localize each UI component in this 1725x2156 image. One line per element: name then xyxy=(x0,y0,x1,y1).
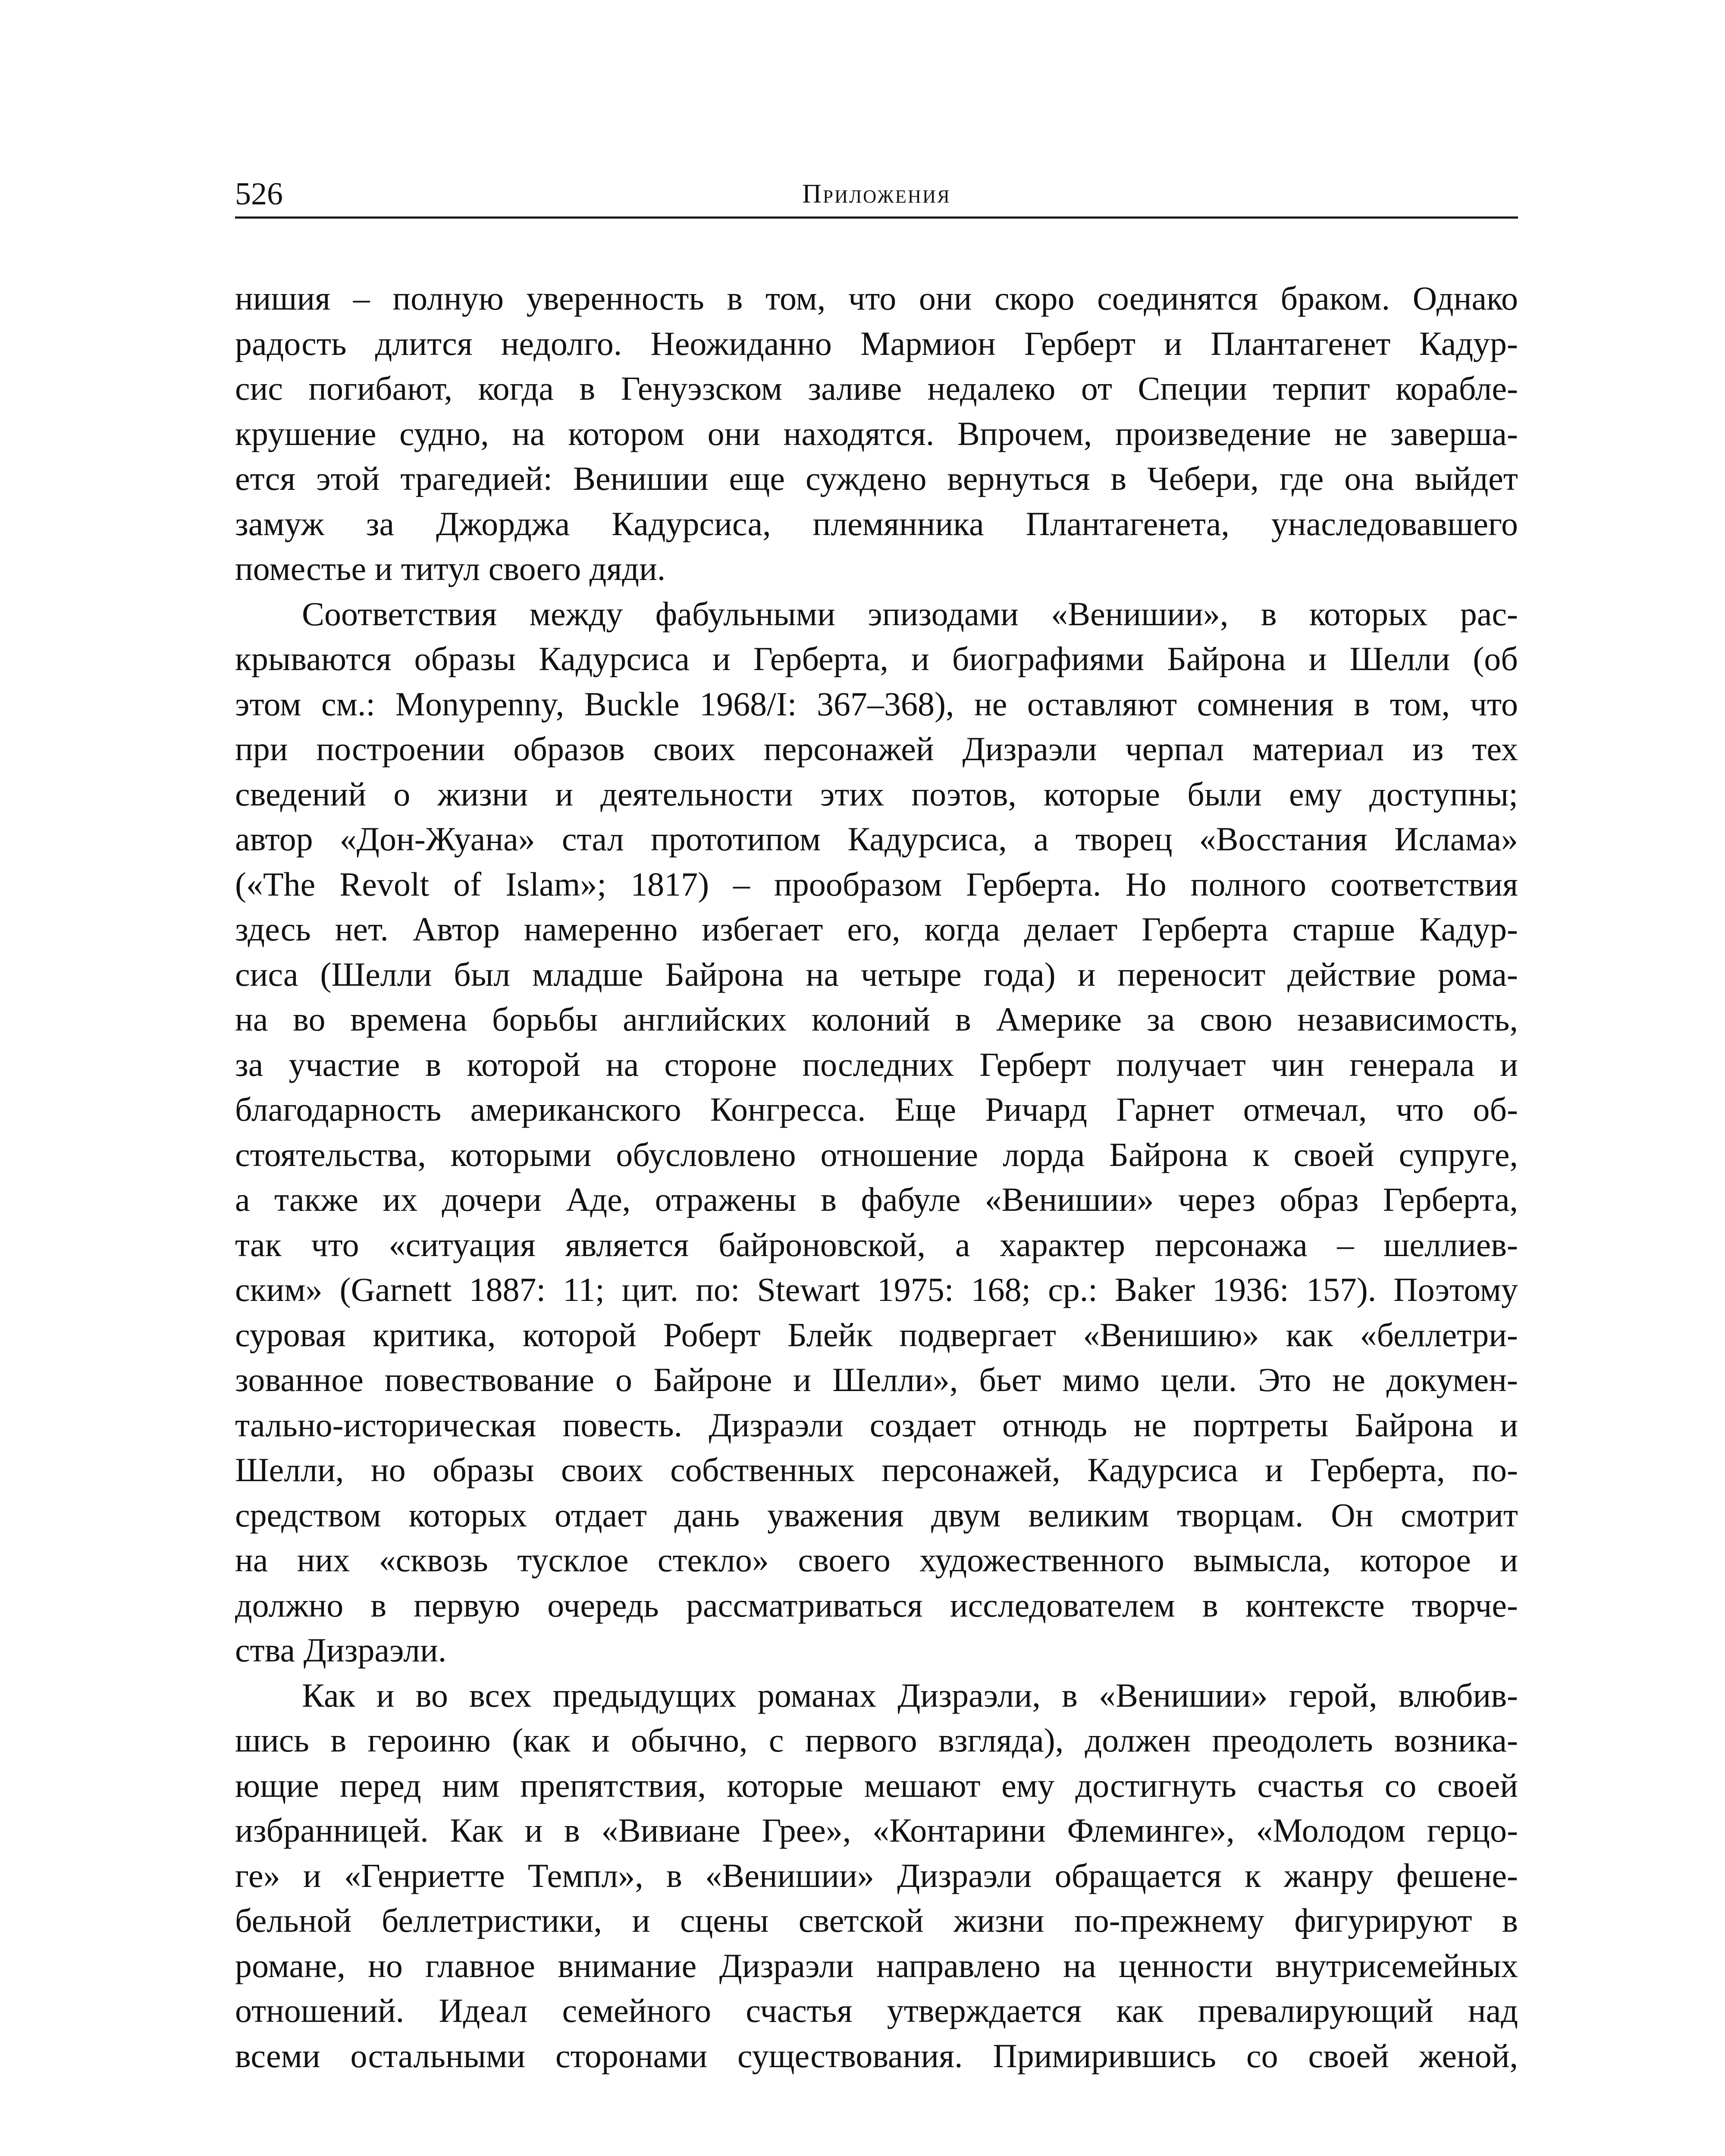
text-line: избранницей. Как и в «Вивиане Грее», «Контарини Флеминге», «Молодом герцо- xyxy=(235,1811,1518,1849)
text-line: средством которых отдает дань уважения двум великим творцам. Он смотрит xyxy=(235,1496,1518,1534)
page-header xyxy=(235,170,1518,218)
text-line: крываются образы Кадурсиса и Герберта, и биографиями Байрона и Шелли (об xyxy=(235,640,1518,677)
text-line: шись в героиню (как и обычно, с первого взгляда), должен преодолеть возника- xyxy=(235,1721,1518,1759)
text-line: автор «Дон-Жуана» стал прототипом Кадурсиса, а творец «Восстания Ислама» xyxy=(235,820,1518,858)
running-title: Приложения xyxy=(802,179,951,209)
text-line: крушение судно, на котором они находятся. Впрочем, произведение не заверша- xyxy=(235,414,1518,452)
text-line: Шелли, но образы своих собственных персонажей, Кадурсиса и Герберта, по- xyxy=(235,1451,1518,1489)
text-line: должно в первую очередь рассматриваться исследователем в контексте творче- xyxy=(235,1586,1518,1624)
text-line: за участие в которой на стороне последних Герберт получает чин генерала и xyxy=(235,1045,1518,1083)
text-line: сиса (Шелли был младше Байрона на четыре года) и переносит действие рома- xyxy=(235,955,1518,993)
text-line: зованное повествование о Байроне и Шелли», бьет мимо цели. Это не докумен- xyxy=(235,1361,1518,1398)
text-line: ским» (Garnett 1887: 11; цит. по: Stewart 1975: 168; ср.: Baker 1936: 157). Поэтому xyxy=(235,1271,1518,1308)
text-line: ется этой трагедией: Венишии еще суждено вернуться в Чебери, где она выйдет xyxy=(235,460,1518,497)
text-line: на во времена борьбы английских колоний в Америке за свою независимость, xyxy=(235,1000,1518,1038)
text-line: радость длится недолго. Неожиданно Мармион Герберт и Плантагенет Кадур- xyxy=(235,324,1518,362)
body-text xyxy=(235,276,1518,2078)
text-line: здесь нет. Автор намеренно избегает его, когда делает Герберта старше Кадур- xyxy=(235,910,1518,948)
text-line: благодарность американского Конгресса. Еще Ричард Гарнет отмечал, что об- xyxy=(235,1091,1518,1128)
text-line: романе, но главное внимание Дизраэли направлено на ценности внутрисемейных xyxy=(235,1946,1518,1984)
text-line: сведений о жизни и деятельности этих поэтов, которые были ему доступны; xyxy=(235,775,1518,813)
text-line: при построении образов своих персонажей Дизраэли черпал материал из тех xyxy=(235,730,1518,768)
text-line: отношений. Идеал семейного счастья утверждается как превалирующий над xyxy=(235,1992,1518,2029)
text-line: а также их дочери Аде, отражены в фабуле «Венишии» через образ Герберта, xyxy=(235,1181,1518,1218)
text-line: («The Revolt of Islam»; 1817) – прообразом Герберта. Но полного соответствия xyxy=(235,865,1518,903)
text-line: тально-историческая повесть. Дизраэли создает отнюдь не портреты Байрона и xyxy=(235,1406,1518,1444)
text-line: замуж за Джорджа Кадурсиса, племянника Плантагенета, унаследовавшего xyxy=(235,505,1518,542)
text-line: так что «ситуация является байроновской, а характер персонажа – шеллиев- xyxy=(235,1225,1518,1263)
text-line: Соответствия между фабульными эпизодами «Венишии», в которых рас- xyxy=(302,595,1518,633)
text-line: стоятельства, которыми обусловлено отношение лорда Байрона к своей супруге, xyxy=(235,1135,1518,1173)
header-rule xyxy=(235,216,1518,219)
text-line: поместье и титул своего дяди. xyxy=(235,550,666,587)
text-line: ства Дизраэли. xyxy=(235,1631,447,1669)
text-line: нишия – полную уверенность в том, что они скоро соединятся браком. Однако xyxy=(235,279,1518,317)
text-line: на них «сквозь тусклое стекло» своего художественного вымысла, которое и xyxy=(235,1541,1518,1579)
text-line: сис погибают, когда в Генуэзском заливе недалеко от Специи терпит корабле- xyxy=(235,370,1518,407)
text-line: бельной беллетристики, и сцены светской жизни по-прежнему фигурируют в xyxy=(235,1902,1518,1939)
page-number: 526 xyxy=(235,176,283,212)
text-line: Как и во всех предыдущих романах Дизраэли, в «Венишии» герой, влюбив- xyxy=(302,1676,1518,1714)
text-line: ге» и «Генриетте Темпл», в «Венишии» Дизраэли обращается к жанру фешене- xyxy=(235,1856,1518,1894)
text-line: суровая критика, которой Роберт Блейк подвергает «Венишию» как «беллетри- xyxy=(235,1316,1518,1354)
text-line: этом см.: Monypenny, Buckle 1968/I: 367–368), не оставляют сомнения в том, что xyxy=(235,685,1518,723)
text-line: ющие перед ним препятствия, которые мешают ему достигнуть счастья со своей xyxy=(235,1766,1518,1804)
text-line: всеми остальными сторонами существования. Примирившись со своей женой, xyxy=(235,2037,1518,2075)
